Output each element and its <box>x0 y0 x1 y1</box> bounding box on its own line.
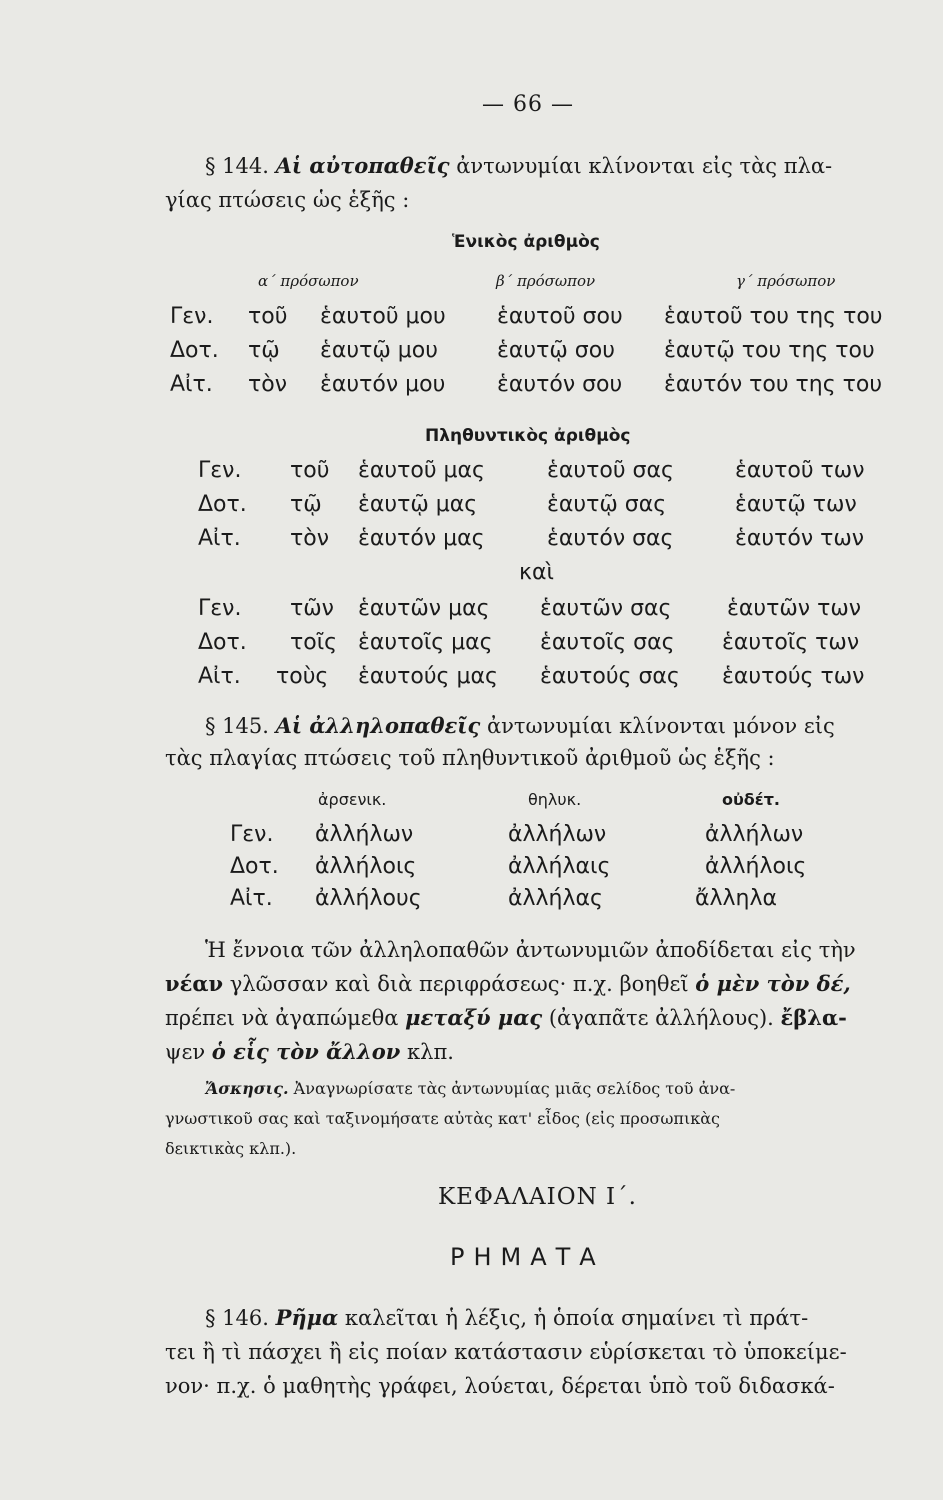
col-header-3rd-person: γ΄ πρόσωπον <box>736 272 836 290</box>
form-3rd: ἑαυτούς των <box>722 664 865 689</box>
form-2nd: ἑαυτόν σας <box>547 526 674 551</box>
form-3rd: ἑαυτῶν των <box>727 596 862 621</box>
plural-heading: Πληθυντικὸς ἀριθμὸς <box>425 426 631 446</box>
form-2nd: ἑαυτοῦ σου <box>497 304 623 329</box>
note-bold-word: ἔβλα- <box>780 1005 847 1030</box>
and-connector: καὶ <box>519 560 554 585</box>
note-text: πρέπει νὰ ἀγαπώμεθα <box>165 1006 406 1030</box>
note-bold-phrase: ὁ εἷς τὸν ἄλλον <box>211 1039 401 1064</box>
form-3rd: ἑαυτῷ του της του <box>664 338 875 363</box>
section-144-line-2: γίας πτώσεις ὡς ἑξῆς : <box>165 188 410 212</box>
form-2nd: ἑαυτοῦ σας <box>547 458 674 483</box>
form-masculine: ἀλλήλων <box>315 822 414 847</box>
note-line-1: Ἡ ἔννοια τῶν ἀλληλοπαθῶν ἀντωνυμιῶν ἀποδίδεται εἰς τὴν <box>205 938 856 962</box>
article: τὸν <box>290 526 329 551</box>
section-146-line-1 <box>205 1302 808 1334</box>
form-feminine: ἀλλήλων <box>508 822 607 847</box>
section-145-text-1: ἀντωνυμίαι κλίνονται μόνον εἰς <box>486 714 835 738</box>
note-text: ψεν <box>165 1040 212 1064</box>
exercise-text-1: Ἀναγνωρίσατε τὰς ἀντωνυμίας μιᾶς σελίδος τοῦ ἀνα- <box>293 1079 736 1098</box>
singular-heading: Ἑνικὸς ἀριθμὸς <box>452 232 600 252</box>
form-2nd: ἑαυτόν σου <box>497 372 623 397</box>
case-label: Γεν. <box>230 822 274 847</box>
form-1st: ἑαυτῷ μου <box>320 338 438 363</box>
form-neuter: ἀλλήλοις <box>705 854 807 879</box>
form-1st: ἑαυτοῦ μου <box>320 304 446 329</box>
form-3rd: ἑαυτῷ των <box>735 492 857 517</box>
form-1st: ἑαυτούς μας <box>358 664 498 689</box>
form-feminine: ἀλλήλαις <box>508 854 611 879</box>
form-1st: ἑαυτοῦ μας <box>358 458 485 483</box>
article: τῶν <box>290 596 334 621</box>
note-line-2 <box>165 968 851 1000</box>
article: τοῦ <box>290 458 330 483</box>
section-145-line-2: τὰς πλαγίας πτώσεις τοῦ πληθυντικοῦ ἀριθμοῦ ὡς ἑξῆς : <box>165 746 775 770</box>
case-label: Αἰτ. <box>198 664 241 689</box>
article: τῷ <box>290 492 322 517</box>
col-header-1st-person: α΄ πρόσωπον <box>258 272 359 290</box>
form-neuter: ἄλληλα <box>695 886 778 911</box>
case-label: Γεν. <box>198 458 242 483</box>
form-2nd: ἑαυτῶν σας <box>540 596 672 621</box>
case-label: Αἰτ. <box>230 886 273 911</box>
form-3rd: ἑαυτοῦ του της του <box>664 304 883 329</box>
form-1st: ἑαυτοῖς μας <box>358 630 493 655</box>
form-1st: ἑαυτόν μου <box>320 372 446 397</box>
article: τὸν <box>248 372 287 397</box>
form-2nd: ἑαυτῷ σας <box>547 492 667 517</box>
form-feminine: ἀλλήλας <box>508 886 603 911</box>
case-label: Δοτ. <box>198 492 247 517</box>
section-146-term: Ρῆμα <box>275 1305 339 1330</box>
section-144-number: § 144. <box>205 154 269 178</box>
page-number: — 66 — <box>482 92 574 117</box>
exercise-line-2: γνωστικοῦ σας καὶ ταξινομήσατε αὐτὰς κατ' εἶδος (εἰς προσωπικὰς <box>165 1109 720 1128</box>
note-line-3 <box>165 1002 847 1034</box>
case-label: Δοτ. <box>230 854 279 879</box>
header-feminine: θηλυκ. <box>528 790 582 809</box>
case-label: Δοτ. <box>198 630 247 655</box>
case-label: Αἰτ. <box>170 372 213 397</box>
form-1st: ἑαυτῶν μας <box>358 596 490 621</box>
section-144-text-1: ἀντωνυμίαι κλίνονται εἰς τὰς πλα- <box>456 154 833 178</box>
case-label: Γεν. <box>198 596 242 621</box>
form-2nd: ἑαυτῷ σου <box>497 338 615 363</box>
section-146-text-1: καλεῖται ἡ λέξις, ἡ ὁποία σημαίνει τὶ πράτ- <box>344 1306 809 1330</box>
case-label: Αἰτ. <box>198 526 241 551</box>
form-2nd: ἑαυτούς σας <box>540 664 680 689</box>
chapter-title: ΡΗΜΑΤΑ <box>450 1243 605 1271</box>
exercise-line-3: δεικτικὰς κλπ.). <box>165 1139 297 1158</box>
note-bold-neos: νέαν <box>165 971 224 996</box>
section-145-term: Αἱ ἀλληλοπαθεῖς <box>275 713 481 738</box>
section-145-number: § 145. <box>205 714 269 738</box>
form-neuter: ἀλλήλων <box>705 822 804 847</box>
form-masculine: ἀλλήλοις <box>315 854 417 879</box>
exercise-line-1 <box>205 1076 735 1102</box>
chapter-heading: ΚΕΦΑΛΑΙΟΝ Ι΄. <box>438 1184 637 1210</box>
form-3rd: ἑαυτόν των <box>735 526 865 551</box>
section-146-line-3: νον· π.χ. ὁ μαθητὴς γράφει, λούεται, δέρεται ὑπὸ τοῦ διδασκά- <box>165 1374 835 1398</box>
section-146-number: § 146. <box>205 1306 269 1330</box>
exercise-label: Ἄσκησις. <box>205 1079 289 1098</box>
note-text: γλῶσσαν καὶ διὰ περιφράσεως· π.χ. βοηθεῖ <box>223 972 696 996</box>
note-bold-phrase: ὁ μὲν τὸν δέ, <box>695 971 851 996</box>
form-3rd: ἑαυτόν του της του <box>664 372 883 397</box>
section-144-line-1 <box>205 150 832 182</box>
section-145-line-1 <box>205 710 835 742</box>
form-3rd: ἑαυτοῦ των <box>735 458 865 483</box>
header-masculine: ἀρσενικ. <box>318 790 387 809</box>
form-1st: ἑαυτόν μας <box>358 526 485 551</box>
note-line-4 <box>165 1036 454 1068</box>
case-label: Γεν. <box>170 304 214 329</box>
article: τοὺς <box>276 664 329 689</box>
article: τῷ <box>248 338 280 363</box>
note-bold-phrase: μεταξύ μας <box>405 1005 543 1030</box>
form-masculine: ἀλλήλους <box>315 886 422 911</box>
note-text: (ἀγαπᾶτε ἀλλήλους). <box>542 1006 781 1030</box>
article: τοῖς <box>290 630 338 655</box>
section-144-term: Αἱ αὐτοπαθεῖς <box>275 153 450 178</box>
note-text: κλπ. <box>400 1040 454 1064</box>
header-neuter: οὐδέτ. <box>722 790 780 809</box>
form-1st: ἑαυτῷ μας <box>358 492 478 517</box>
col-header-2nd-person: β΄ πρόσωπον <box>496 272 596 290</box>
case-label: Δοτ. <box>170 338 219 363</box>
form-3rd: ἑαυτοῖς των <box>722 630 860 655</box>
form-2nd: ἑαυτοῖς σας <box>540 630 675 655</box>
section-146-line-2: τει ἢ τὶ πάσχει ἢ εἰς ποίαν κατάστασιν εὑρίσκεται τὸ ὑποκείμε- <box>165 1340 847 1364</box>
article: τοῦ <box>248 304 288 329</box>
